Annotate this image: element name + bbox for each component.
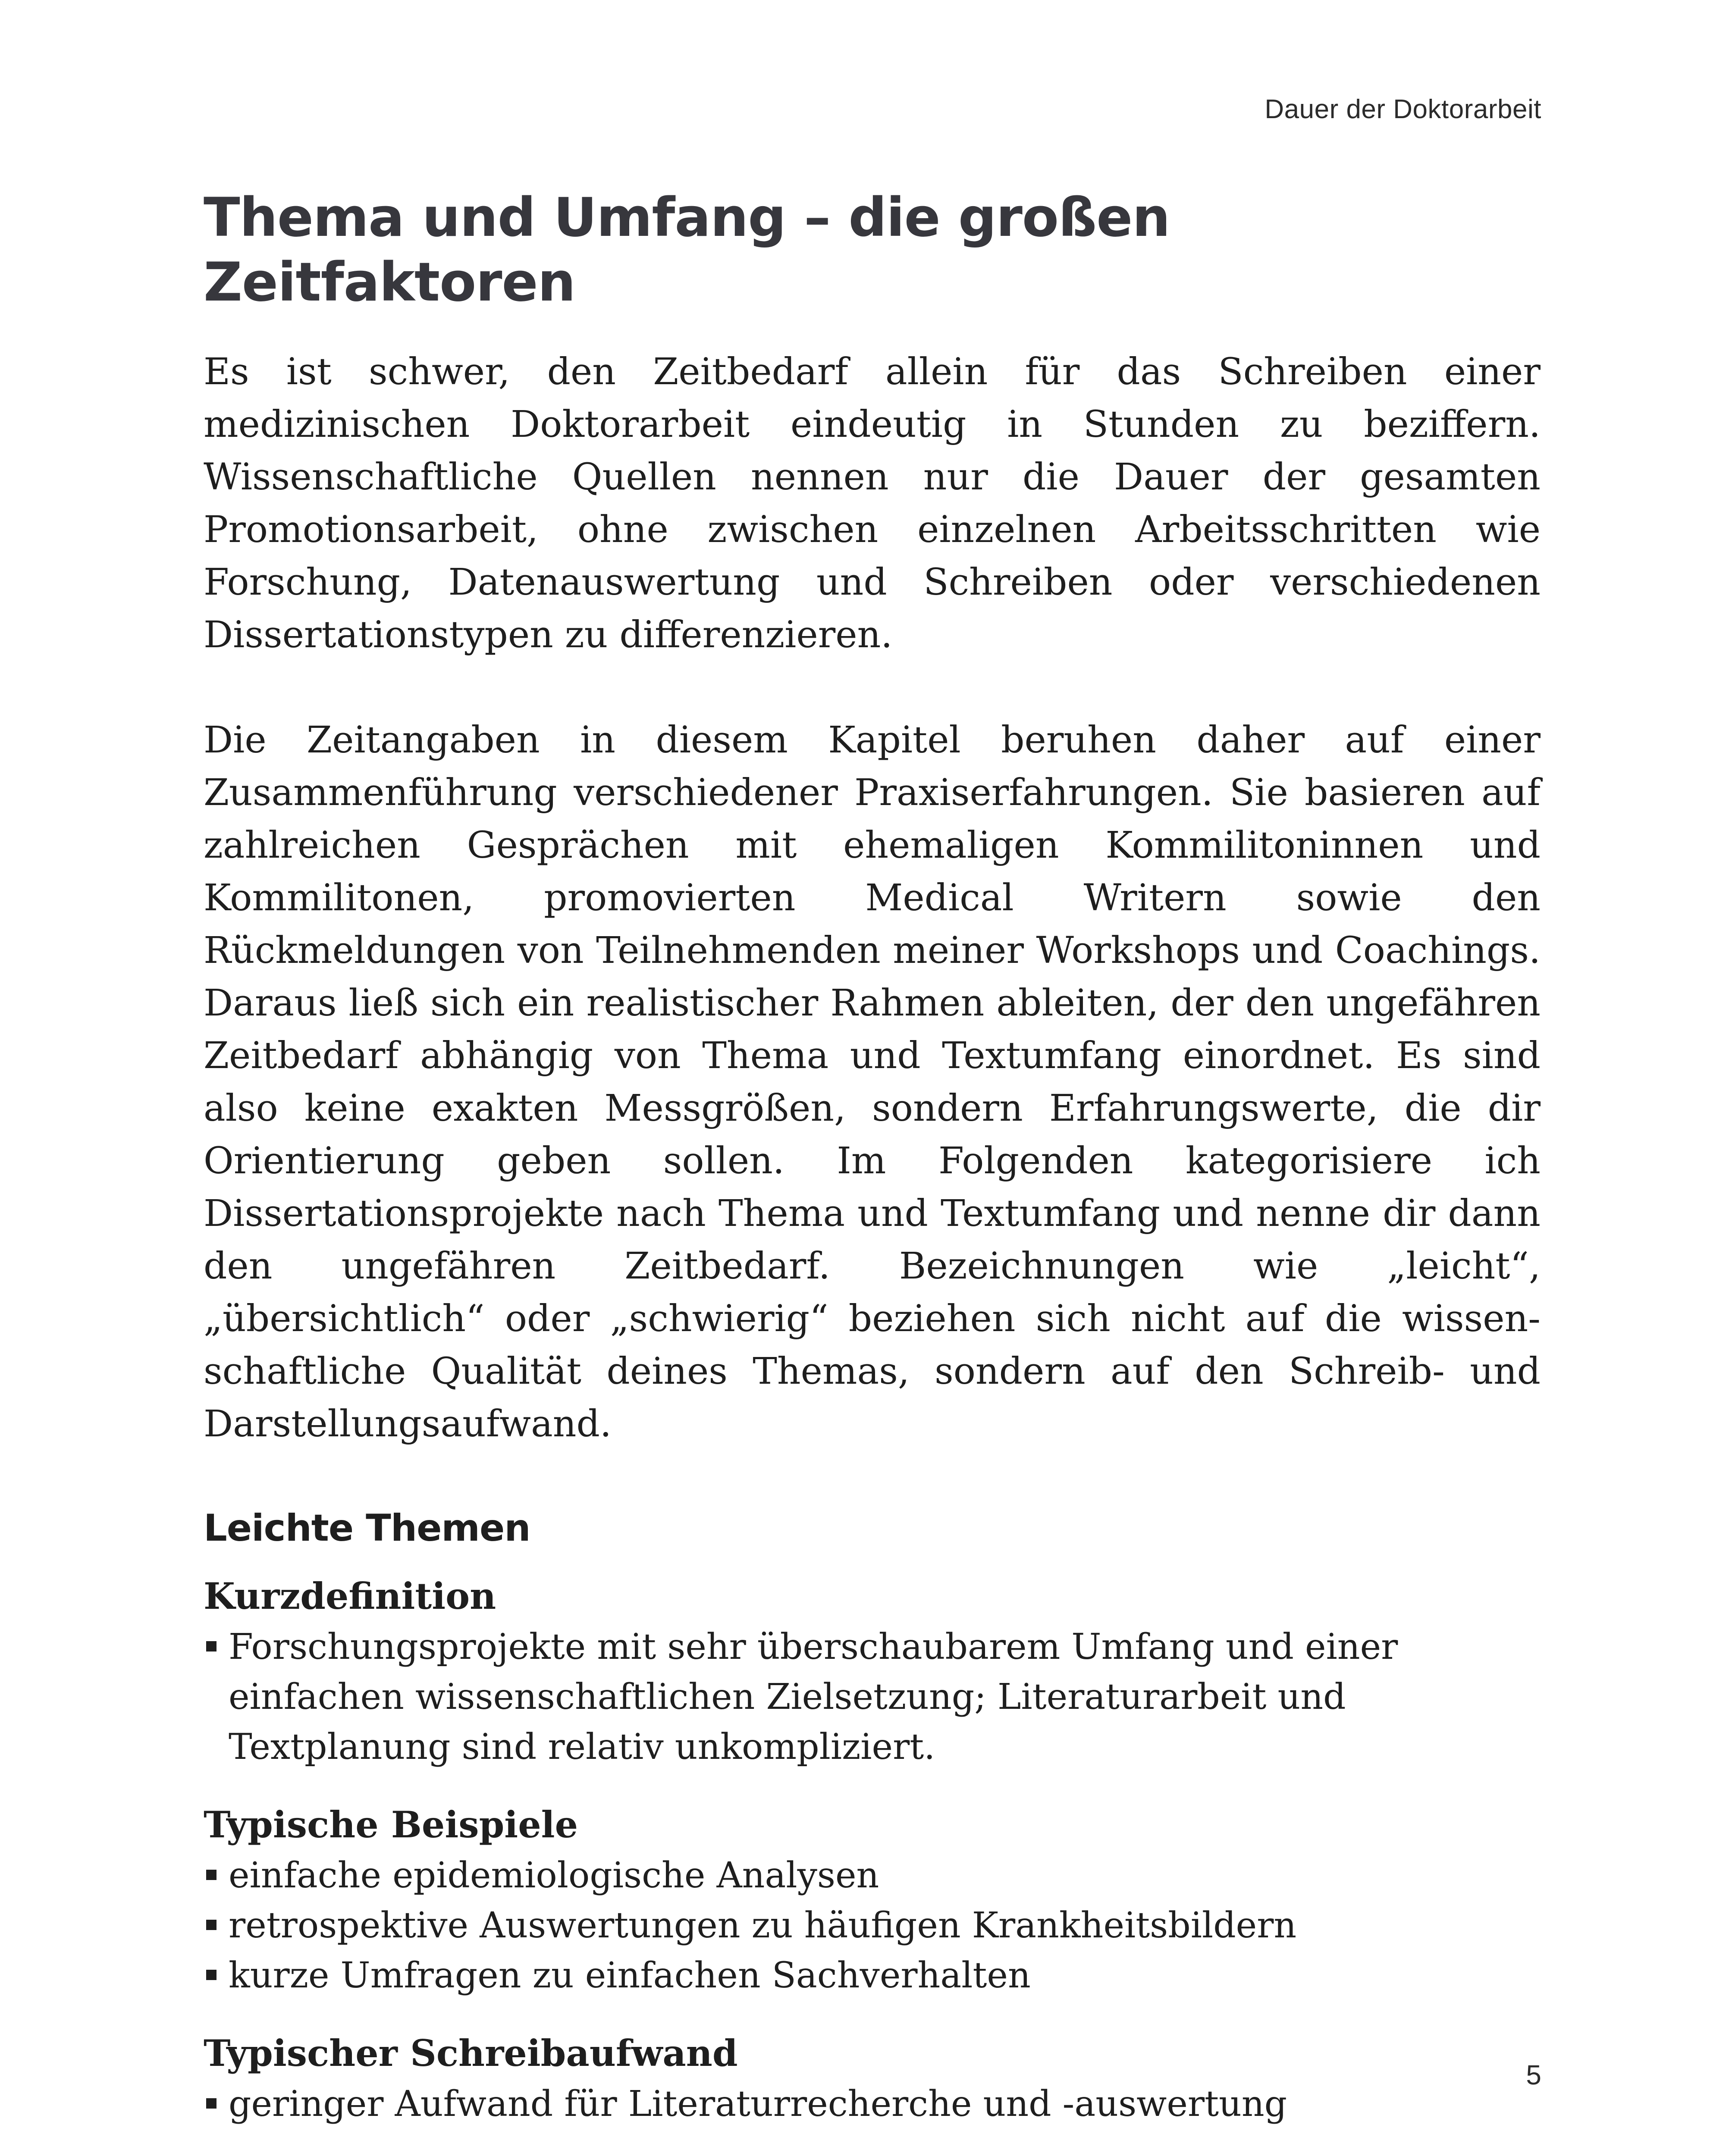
list-item-text: kurze Umfragen zu einfachen Sachverhalten (229, 1955, 1031, 1996)
list-item (204, 1622, 1541, 1772)
square-bullet-icon (206, 1920, 216, 1930)
square-bullet-icon (206, 1970, 216, 1980)
chapter-title: Thema und Umfang – die großen Zeitfaktoren (204, 187, 1170, 313)
bullet-list (204, 1622, 1541, 1772)
sub-heading-typische-beispiele: Typische Beispiele (204, 1803, 578, 1846)
list-item (204, 1951, 1541, 2001)
bullet-list (204, 2079, 1541, 2129)
section-heading: Leichte Themen (204, 1507, 530, 1550)
sub-heading-typischer-schreibaufwand: Typischer Schreibaufwand (204, 2032, 738, 2075)
page-content (204, 185, 1541, 2129)
list-item (204, 1901, 1541, 1951)
bullet-list (204, 1851, 1541, 2001)
list-item (204, 1851, 1541, 1901)
running-head: Dauer der Doktorarbeit (1264, 94, 1541, 124)
list-item-text: geringer Aufwand für Literaturrecherche und -auswertung (229, 2084, 1287, 2125)
body-paragraph: Die Zeitangaben in diesem Kapitel beruhen daher auf einer Zusammenführung verschiedener Praxiserfahrungen. Sie basieren auf zahlreichen Gesprächen mit ehemaligen Kommilitoninnen und Kommilitonen, promovierten Medical Writern sowie den Rückmeldungen von Teilnehmenden meiner Workshops und Coachings. Daraus ließ sich ein realistischer Rahmen ableiten, der den ungefähren Zeitbedarf abhängig von Thema und Textumfang einordnet. Es sind also keine exakten Messgrößen, sondern Erfahrungswerte, die dir Orientierung geben sollen. Im Folgenden kategorisiere ich Dissertationsprojekte nach Thema und Textumfang und nenne dir dann den ungefähren Zeitbedarf. Bezeichnungen wie „leicht“, „übersichtlich“ oder „schwierig“ beziehen sich nicht auf die wissenschaftliche Qualität deines Themas, sondern auf den Schreib- und Darstellungsaufwand. (204, 719, 1541, 1445)
square-bullet-icon (206, 2098, 216, 2109)
body-paragraph: Es ist schwer, den Zeitbedarf allein für das Schreiben einer medizinischen Doktorarbeit eindeutig in Stunden zu beziffern. Wissenschaftliche Quellen nennen nur die Dauer der gesamten Promotionsarbeit, ohne zwischen einzelnen Arbeitsschritten wie Forschung, Datenauswertung und Schreiben oder verschiedenen Dissertationstypen zu differenzieren. (204, 351, 1541, 656)
list-item-text: Forschungsprojekte mit sehr überschaubarem Umfang und einer einfachen wissenschaftlichen Zielsetzung; Literaturarbeit und Textplanung sind relativ unkompliziert. (229, 1626, 1398, 1767)
sub-heading-kurzdefinition: Kurzdefinition (204, 1575, 496, 1617)
list-item-text: einfache epidemiologische Analysen (229, 1855, 879, 1896)
list-item (204, 2079, 1541, 2129)
square-bullet-icon (206, 1870, 216, 1880)
page-number: 5 (1526, 2059, 1541, 2090)
list-item-text: retrospektive Auswertungen zu häufigen Krankheitsbildern (229, 1905, 1297, 1946)
square-bullet-icon (206, 1641, 216, 1651)
